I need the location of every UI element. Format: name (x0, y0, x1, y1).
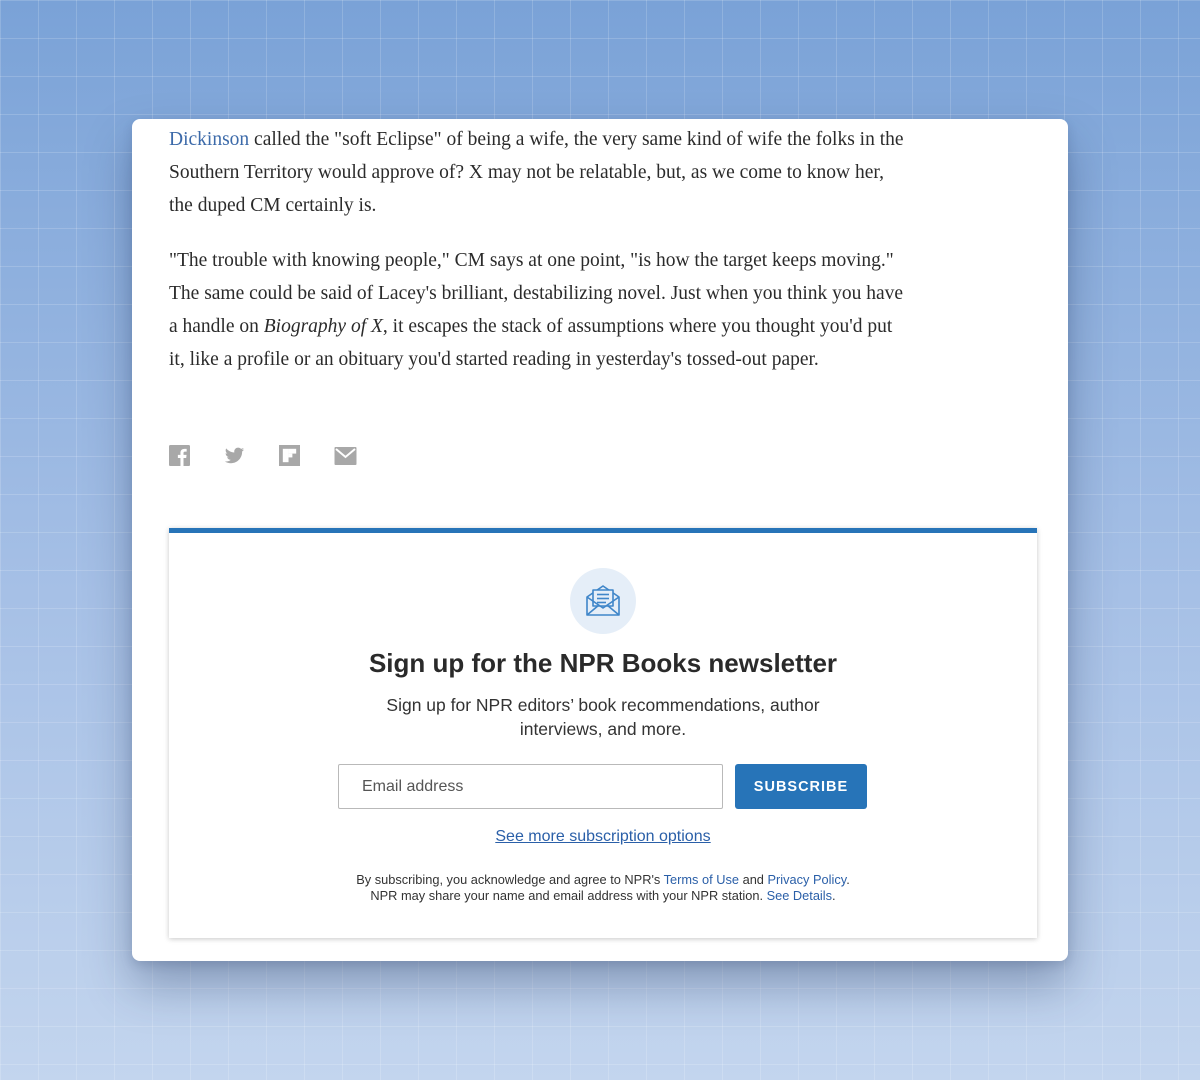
article-body (169, 123, 909, 376)
email-input[interactable] (338, 764, 723, 809)
newsletter-signup (169, 528, 1037, 938)
newsletter-icon-badge (570, 568, 636, 634)
legal-text: By subscribing, you acknowledge and agree to NPR's (356, 872, 664, 887)
share-tools (169, 445, 357, 466)
article-paragraph (169, 244, 909, 376)
paragraph-text: , it escapes the stack of assumptions where you thought you'd put it, like a profile or an obituary you'd started reading in yesterday's tossed-out paper. (169, 316, 893, 370)
more-subscription-options-link[interactable]: See more subscription options (495, 828, 711, 845)
subscribe-button[interactable]: SUBSCRIBE (735, 764, 867, 809)
book-title: Biography of X (263, 316, 383, 337)
legal-line-2 (169, 888, 1037, 904)
legal-notice (169, 872, 1037, 904)
legal-text: . (832, 888, 836, 903)
more-options-row (169, 828, 1037, 846)
twitter-icon[interactable] (224, 445, 245, 466)
legal-line-1 (169, 872, 1037, 888)
newsletter-title: Sign up for the NPR Books newsletter (368, 648, 838, 678)
envelope-open-icon (585, 582, 621, 618)
legal-text: NPR may share your name and email address with your NPR station. (370, 888, 767, 903)
paragraph-text: called the "soft Eclipse" of being a wife, the very same kind of wife the folks in the Southern Territory would approve of? X may not be relatable, but, as we come to know her, the duped CM certainly is. (169, 129, 904, 216)
article-card (132, 119, 1068, 961)
dickinson-link[interactable]: Dickinson (169, 129, 250, 150)
facebook-icon[interactable] (169, 445, 190, 466)
flipboard-icon[interactable] (279, 445, 300, 466)
legal-text: . (846, 872, 850, 887)
terms-of-use-link[interactable]: Terms of Use (663, 872, 740, 887)
legal-text: and (739, 872, 768, 887)
see-details-link[interactable]: See Details (766, 888, 833, 903)
newsletter-description: Sign up for NPR editors’ book recommendations, author interviews, and more. (386, 695, 820, 739)
article-paragraph (169, 123, 909, 222)
privacy-policy-link[interactable]: Privacy Policy (767, 872, 847, 887)
newsletter-form (338, 764, 867, 809)
paragraph-text: "The trouble with knowing people," CM says at one point, "is how the target keeps moving." The same could be said of Lacey's brilliant, destabilizing novel. Just when you think you have a handle on (169, 250, 904, 337)
email-icon[interactable] (334, 447, 357, 465)
